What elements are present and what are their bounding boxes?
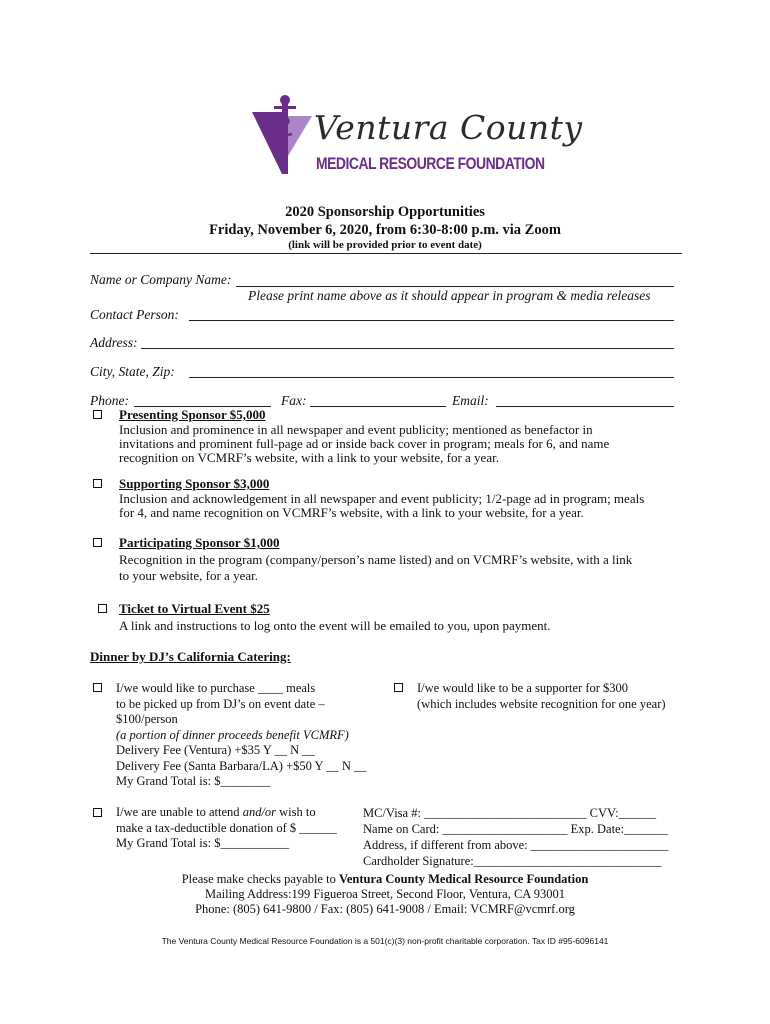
donate-text-a: I/we are unable to attend <box>116 805 243 819</box>
mailing-address: Mailing Address:199 Figueroa Street, Second Floor, Ventura, CA 93001 <box>204 887 565 901</box>
purchase-meals-text <box>116 681 367 790</box>
logo <box>248 94 583 184</box>
address-field[interactable] <box>141 348 674 349</box>
participating-desc-line: to your website, for a year. <box>119 568 258 583</box>
purchase-note: (a portion of dinner proceeds benefit VCMRF) <box>116 727 349 742</box>
address-label: Address: <box>90 335 138 350</box>
checks-note <box>0 872 770 887</box>
logo-line2: MEDICAL RESOURCE FOUNDATION <box>316 154 545 173</box>
donate-line: My Grand Total is: $___________ <box>116 836 290 850</box>
page-title: 2020 Sponsorship Opportunities <box>285 204 485 220</box>
supporting-desc <box>119 492 699 520</box>
ticket-desc <box>119 619 679 633</box>
contact-field[interactable] <box>189 320 674 321</box>
presenting-desc-line: recognition on VCMRF’s website, with a link to your website, for a year. <box>119 450 499 465</box>
link-note: (link will be provided prior to event date) <box>288 239 482 251</box>
donate-checkbox[interactable] <box>93 808 102 817</box>
supporter-line: I/we would like to be a supporter for $300 <box>417 681 629 695</box>
city-label: City, State, Zip: <box>90 364 175 379</box>
billing-address-field[interactable]: Address, if different from above: ______________________ <box>363 838 669 852</box>
supporting-title: Supporting Sponsor $3,000 <box>119 476 270 491</box>
presenting-desc <box>119 423 679 465</box>
purchase-line: Delivery Fee (Santa Barbara/LA) +$50 Y __ N __ <box>116 758 367 773</box>
phone-label: Phone: <box>90 393 129 408</box>
dinner-heading: Dinner by DJ’s California Catering: <box>90 649 291 664</box>
email-label: Email: <box>452 393 489 408</box>
purchase-meals-checkbox[interactable] <box>93 683 102 692</box>
presenting-desc-line: Inclusion and prominence in all newspaper and event publicity; mentioned as benefactor in <box>119 422 593 437</box>
participating-title: Participating Sponsor $1,000 <box>119 535 280 550</box>
supporter-line: (which includes website recognition for one year) <box>417 696 666 711</box>
fax-field[interactable] <box>310 406 446 407</box>
supporting-desc-line: Inclusion and acknowledgement in all newspaper and event publicity; 1/2-page ad in program; meals <box>119 491 645 506</box>
contact-label: Contact Person: <box>90 307 179 322</box>
logo-line1: Ventura County <box>314 108 583 147</box>
fax-label: Fax: <box>281 393 307 408</box>
presenting-desc-line: invitations and prominent full-page ad or inside back cover in program; meals for 6, and name <box>119 436 610 451</box>
signature-field[interactable]: Cardholder Signature:______________________________ <box>363 854 662 868</box>
presenting-checkbox[interactable] <box>93 410 102 419</box>
participating-desc-line: Recognition in the program (company/person’s name listed) and on VCMRF’s website, with a link <box>119 552 633 567</box>
supporter-text <box>417 681 666 712</box>
card-number-field[interactable]: MC/Visa #: __________________________ CVV:______ <box>363 806 657 820</box>
purchase-line: Delivery Fee (Ventura) +$35 Y __ N __ <box>116 743 315 757</box>
name-label: Name or Company Name: <box>90 272 232 287</box>
caduceus-icon <box>248 94 323 184</box>
supporting-checkbox[interactable] <box>93 479 102 488</box>
donate-line: make a tax-deductible donation of $ ______ <box>116 820 337 835</box>
donate-text <box>116 805 337 852</box>
participating-checkbox[interactable] <box>93 538 102 547</box>
event-date: Friday, November 6, 2020, from 6:30-8:00 p.m. via Zoom <box>209 222 561 238</box>
checks-org: Ventura County Medical Resource Foundation <box>338 872 589 886</box>
supporter-checkbox[interactable] <box>394 683 403 692</box>
donate-line <box>116 805 337 821</box>
purchase-line: to be picked up from DJ’s on event date – <box>116 696 325 711</box>
city-field[interactable] <box>189 377 674 378</box>
card-name-field[interactable]: Name on Card: ____________________ Exp. Date:_______ <box>363 822 668 836</box>
supporting-desc-line: for 4, and name recognition on VCMRF’s website, with a link to your website, for a year. <box>119 505 584 520</box>
donate-text-c: wish to <box>276 805 316 819</box>
participating-desc <box>119 552 679 584</box>
name-hint: Please print name above as it should appear in program & media releases <box>248 288 651 303</box>
purchase-line: I/we would like to purchase ____ meals <box>116 681 316 695</box>
email-field[interactable] <box>496 406 674 407</box>
checks-prefix: Please make checks payable to <box>181 872 339 886</box>
ticket-desc-line: A link and instructions to log onto the event will be emailed to you, upon payment. <box>119 618 551 633</box>
presenting-title: Presenting Sponsor $5,000 <box>119 407 266 422</box>
header-divider <box>90 253 682 254</box>
purchase-line: $100/person <box>116 712 178 726</box>
footer-note: The Ventura County Medical Resource Foundation is a 501(c)(3) non-profit charitable corporation. Tax ID #95-6096141 <box>161 936 609 946</box>
name-field[interactable] <box>236 286 674 287</box>
purchase-line: My Grand Total is: $________ <box>116 774 271 788</box>
ticket-title: Ticket to Virtual Event $25 <box>119 601 270 616</box>
payment-block <box>363 805 668 869</box>
ticket-checkbox[interactable] <box>98 604 107 613</box>
donate-text-b: and/or <box>242 805 277 819</box>
contact-info: Phone: (805) 641-9800 / Fax: (805) 641-9008 / Email: VCMRF@vcmrf.org <box>195 902 575 916</box>
